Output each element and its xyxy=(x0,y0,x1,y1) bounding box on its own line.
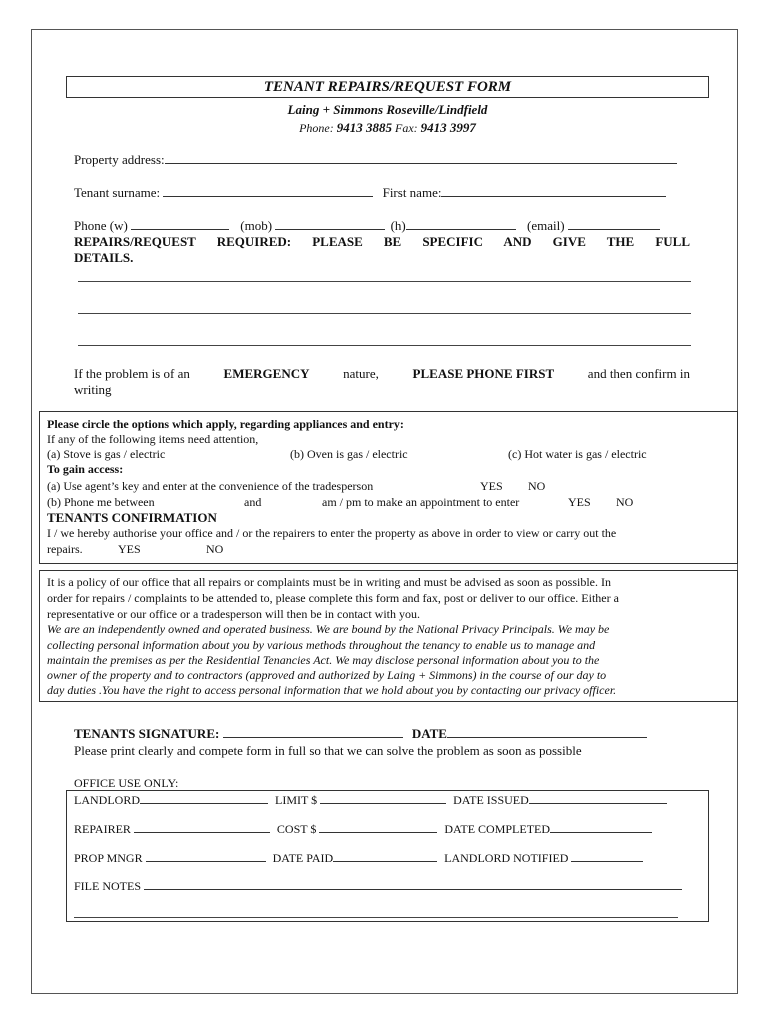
signature-label: TENANTS SIGNATURE: xyxy=(74,726,220,741)
repairs-line-2[interactable] xyxy=(78,313,691,314)
date-label: DATE xyxy=(411,726,447,741)
print-note: Please print clearly and compete form in full so that we can solve the problem as soon as possible xyxy=(74,743,582,758)
office-use-heading: OFFICE USE ONLY: xyxy=(74,776,179,790)
cost-field[interactable] xyxy=(319,821,437,833)
access-b-and: and xyxy=(244,495,262,509)
fax-number: 9413 3997 xyxy=(420,120,476,135)
first-name-field[interactable] xyxy=(441,185,666,197)
agency-name: Laing + Simmons Roseville/Lindfield xyxy=(287,102,488,117)
access-b-no[interactable]: NO xyxy=(616,495,634,509)
landlord-row xyxy=(74,792,667,808)
privacy-line2: collecting personal information about you by various methods throughout the tenancy to enable us to manage and xyxy=(47,638,596,652)
options-heading xyxy=(47,417,404,432)
cost-label: COST $ xyxy=(276,822,317,836)
tenant-name-row xyxy=(74,185,666,201)
oven-option[interactable]: (b) Oven is gas / electric xyxy=(290,447,408,461)
limit-field[interactable] xyxy=(320,792,446,804)
repairer-row xyxy=(74,821,652,837)
property-address-row xyxy=(74,152,677,168)
access-heading xyxy=(47,462,123,477)
signature-date-field[interactable] xyxy=(447,726,647,738)
signature-field[interactable] xyxy=(223,726,403,738)
policy-line2: order for repairs / complaints to be attended to, please complete this form and fax, post or deliver to our office. Either a xyxy=(47,591,619,605)
repairs-line-3[interactable] xyxy=(78,345,691,346)
repairer-label: REPAIRER xyxy=(74,822,131,836)
access-a-yes[interactable]: YES xyxy=(480,479,503,493)
prop-mngr-label: PROP MNGR xyxy=(74,851,143,865)
phone-w-label: Phone (w) xyxy=(74,218,128,233)
access-a-no[interactable]: NO xyxy=(528,479,546,493)
confirm-no[interactable]: NO xyxy=(206,542,224,556)
access-option-b: (b) Phone me between xyxy=(47,495,155,509)
phone-label: Phone: xyxy=(299,121,334,135)
policy-line3: representative or our office or a tradesperson will then be in contact with you. xyxy=(47,607,420,621)
home-phone-label: (h) xyxy=(390,218,406,233)
property-address-label: Property address: xyxy=(74,152,165,167)
tenant-surname-label: Tenant surname: xyxy=(74,185,161,200)
first-name-label: First name: xyxy=(382,185,442,200)
phone-w-field[interactable] xyxy=(131,218,229,230)
date-issued-field[interactable] xyxy=(529,792,667,804)
date-issued-label: DATE ISSUED xyxy=(453,793,529,807)
access-heading-text: To gain access: xyxy=(47,462,124,476)
contact-line xyxy=(66,120,709,136)
phone-first-word: PLEASE PHONE FIRST xyxy=(412,366,555,381)
options-heading-text: Please circle the options which apply, regarding appliances and entry: xyxy=(47,417,404,431)
privacy-line5: day duties .You have the right to access personal information that we hold about you by contacting our privacy officer. xyxy=(47,683,617,697)
stove-option[interactable]: (a) Stove is gas / electric xyxy=(47,447,166,461)
emergency-line1 xyxy=(74,366,690,382)
date-completed-label: DATE COMPLETED xyxy=(444,822,551,836)
mob-field[interactable] xyxy=(275,218,385,230)
home-phone-field[interactable] xyxy=(406,218,516,230)
tenant-surname-field[interactable] xyxy=(163,185,373,197)
signature-row xyxy=(74,726,647,742)
emergency-pre: If the problem is of an xyxy=(74,366,190,381)
date-paid-label: DATE PAID xyxy=(272,851,334,865)
property-address-field[interactable] xyxy=(165,152,677,164)
emergency-mid: nature, xyxy=(343,366,379,381)
file-notes-label: FILE NOTES xyxy=(74,879,141,893)
emergency-word: EMERGENCY xyxy=(223,366,310,381)
confirm-line1: I / we hereby authorise your office and / or the repairers to enter the property as above in order to view or carry out the xyxy=(47,526,617,540)
emergency-note xyxy=(74,366,690,398)
privacy-line4: owner of the property and to contractors (approved and authorized by Laing + Simmons) in the course of our day to xyxy=(47,668,607,682)
policy-line1: It is a policy of our office that all repairs or complaints must be in writing and must be advised as soon as possible. In xyxy=(47,575,611,589)
date-paid-field[interactable] xyxy=(333,850,437,862)
access-b-yes[interactable]: YES xyxy=(568,495,591,509)
emergency-line2: writing xyxy=(74,382,112,397)
landlord-label: LANDLORD xyxy=(74,793,140,807)
emergency-post: and then confirm in xyxy=(587,366,690,381)
repairer-field[interactable] xyxy=(134,821,270,833)
landlord-notified-field[interactable] xyxy=(571,850,643,862)
file-notes-line-2[interactable] xyxy=(74,917,678,918)
fax-label: Fax: xyxy=(395,121,418,135)
confirm-yes[interactable]: YES xyxy=(118,542,141,556)
landlord-notified-label: LANDLORD NOTIFIED xyxy=(444,851,569,865)
confirm-heading xyxy=(47,510,217,526)
date-completed-field[interactable] xyxy=(550,821,652,833)
phone-number: 9413 3885 xyxy=(336,120,392,135)
repairs-heading-line2: DETAILS. xyxy=(74,250,134,265)
limit-label: LIMIT $ xyxy=(275,793,318,807)
agency-line xyxy=(66,102,709,118)
repairs-heading-line1: REPAIRS/REQUEST REQUIRED: PLEASE BE SPECIFIC AND GIVE THE FULL xyxy=(74,234,690,249)
phone-row xyxy=(74,218,660,234)
confirm-heading-text: TENANTS CONFIRMATION xyxy=(47,510,217,525)
mob-label: (mob) xyxy=(240,218,273,233)
landlord-field[interactable] xyxy=(140,792,268,804)
file-notes-field[interactable] xyxy=(144,878,682,890)
options-intro: If any of the following items need attention, xyxy=(47,432,259,446)
repairs-heading xyxy=(74,234,690,266)
privacy-line3: maintain the premises as per the Residential Tenancies Act. We may disclose personal information about you to the xyxy=(47,653,600,667)
file-notes-row xyxy=(74,878,682,894)
prop-mngr-row xyxy=(74,850,643,866)
prop-mngr-field[interactable] xyxy=(146,850,266,862)
access-option-a: (a) Use agent’s key and enter at the convenience of the tradesperson xyxy=(47,479,374,493)
email-field[interactable] xyxy=(568,218,660,230)
email-label: (email) xyxy=(527,218,565,233)
form-title: TENANT REPAIRS/REQUEST FORM xyxy=(66,76,709,98)
confirm-line2: repairs. xyxy=(47,542,83,556)
repairs-line-1[interactable] xyxy=(78,281,691,282)
access-b-ampm: am / pm to make an appointment to enter xyxy=(322,495,520,509)
privacy-line1: We are an independently owned and operated business. We are bound by the National Privacy Principals. We may be xyxy=(47,622,610,636)
hot-water-option[interactable]: (c) Hot water is gas / electric xyxy=(508,447,647,461)
